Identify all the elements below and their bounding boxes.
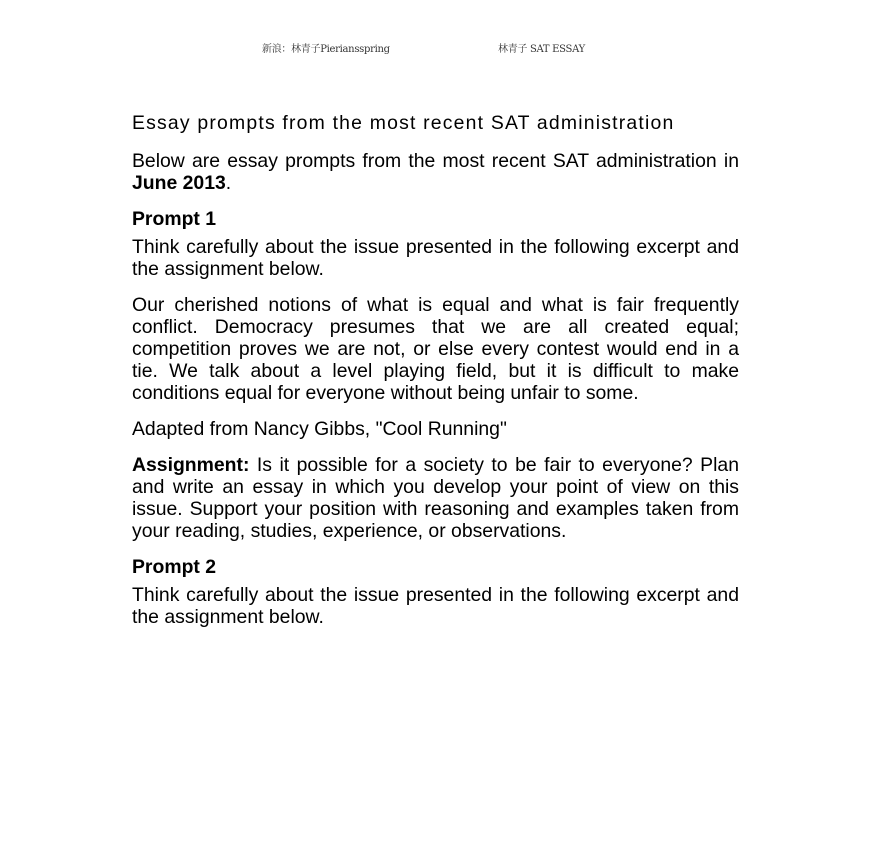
document-title: Essay prompts from the most recent SAT administration: [132, 112, 675, 134]
page-header: [0, 40, 870, 56]
prompt-1-heading: Prompt 1: [132, 208, 217, 230]
intro-paragraph: [132, 150, 739, 194]
header-right-text: 林青子 SAT ESSAY: [498, 44, 585, 55]
assignment-label: Assignment:: [132, 454, 250, 476]
intro-date: June 2013: [132, 172, 226, 194]
prompt-1-instruction: Think carefully about the issue presented in the following excerpt and the assignment below.: [132, 236, 739, 280]
intro-text: Below are essay prompts from the most recent SAT administration in: [132, 150, 739, 172]
intro-text-end: .: [225, 172, 232, 194]
prompt-1-excerpt: Our cherished notions of what is equal and what is fair frequently conflict. Democracy presumes that we are all created equal; competition proves we are not, or else every contest would end in a tie. We talk about a level playing field, but it is difficult to make conditions equal for everyone without being unfair to some.: [132, 294, 739, 404]
prompt-1-source: Adapted from Nancy Gibbs, "Cool Running": [132, 418, 507, 440]
prompt-1-assignment: [132, 454, 739, 542]
prompt-2-heading: Prompt 2: [132, 556, 217, 578]
document-body: [132, 112, 739, 642]
header-left-text: 新浪：林青子Pieriansspring: [262, 44, 390, 55]
assignment-text: Is it possible for a society to be fair to everyone? Plan and write an essay in which you develop your point of view on this issue. Support your position with reasoning and examples taken from your reading, studies, experience, or observations.: [132, 454, 739, 542]
prompt-2-instruction: Think carefully about the issue presented in the following excerpt and the assignment below.: [132, 584, 739, 628]
